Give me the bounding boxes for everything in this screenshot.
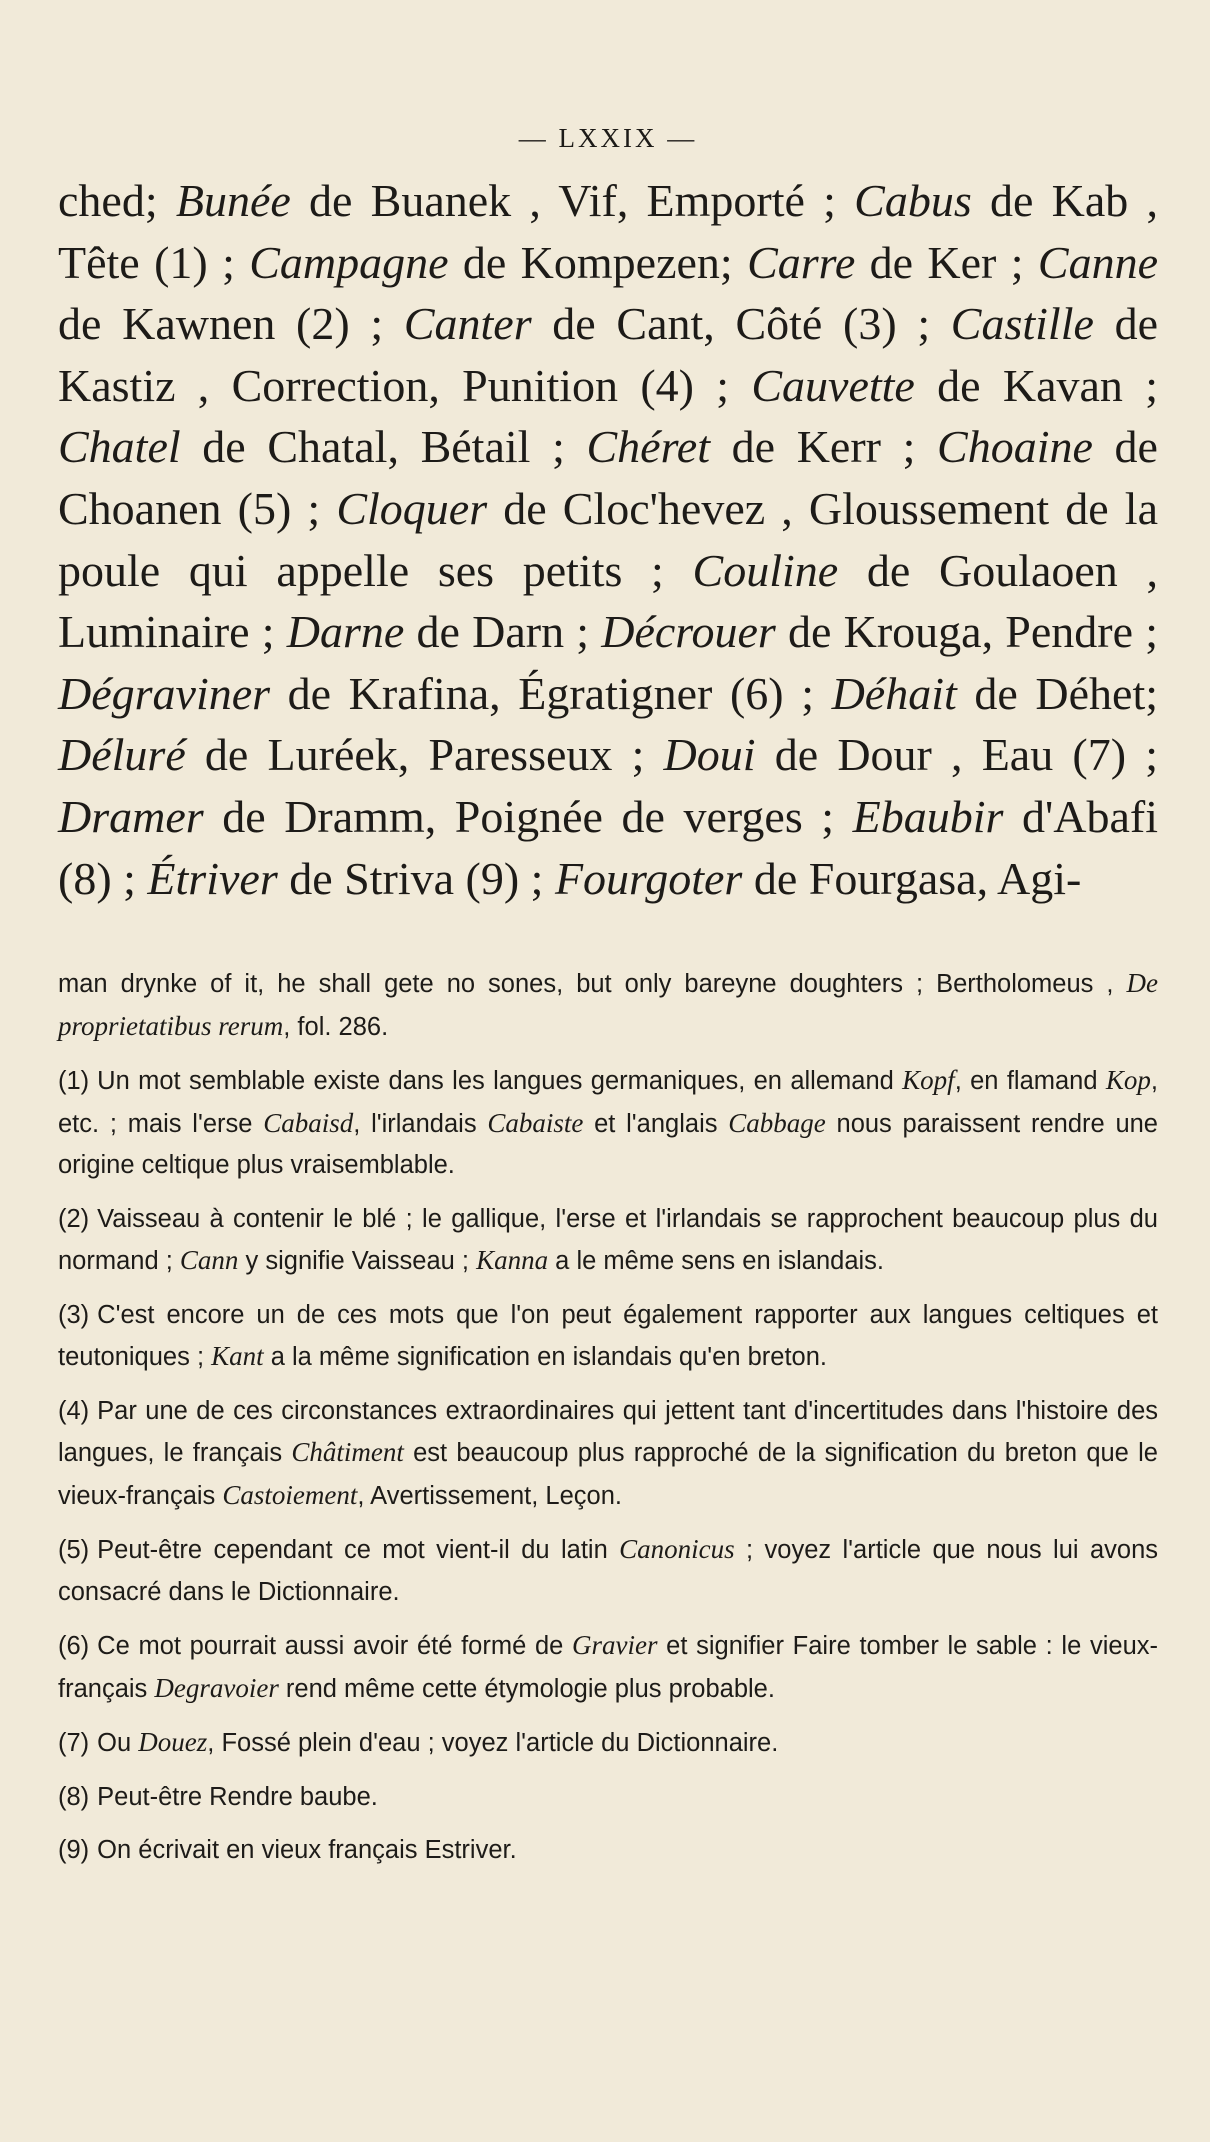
text-run: de Kab , Tête (1) ;: [58, 175, 1158, 288]
text-run: de Dour , Eau (7) ;: [755, 729, 1158, 781]
footnote-5: [58, 1529, 1158, 1613]
text-run: de Choanen (5) ;: [58, 421, 1158, 534]
footnote-2: [58, 1199, 1158, 1283]
italic-term: Déhait: [831, 667, 957, 719]
text-run: est beaucoup plus rapproché de la signification du breton que le vieux-français: [58, 1439, 1158, 1510]
italic-term: Degravoier: [154, 1672, 279, 1703]
italic-term: Kop: [1105, 1065, 1151, 1096]
text-run: de Cloc'hevez , Gloussement de la poule qui appelle ses petits ;: [58, 482, 1158, 596]
footnote-7: [58, 1722, 1158, 1765]
text-run: et l'anglais: [583, 1109, 729, 1138]
text-run: de Kavan ;: [914, 359, 1158, 411]
text-run: de Goulaoen , Luminaire ;: [58, 544, 1158, 658]
italic-term: Châtiment: [291, 1437, 404, 1468]
text-run: de Darn ;: [404, 606, 602, 658]
text-run: y signifie Vaisseau ;: [238, 1247, 477, 1276]
text-run: et signifier Faire tomber le sable : le vieux-français: [58, 1632, 1158, 1703]
italic-term: Étriver: [147, 852, 278, 904]
italic-term: Kanna: [476, 1245, 549, 1276]
italic-term: Canne: [1037, 236, 1158, 288]
italic-term: Déluré: [58, 729, 186, 781]
italic-term: Gravier: [572, 1630, 658, 1661]
text-run: de Dramm, Poignée de verges ;: [203, 790, 853, 842]
text-run: , en flamand: [954, 1067, 1106, 1096]
text-run: de Déhet;: [956, 667, 1159, 719]
footnote-text: [97, 1783, 378, 1811]
footnote-number: (1): [58, 1067, 90, 1096]
text-run: Vaisseau à contenir le blé ; le gallique, l'erse et l'irlandais se rapprochent beaucoup plus du normand ;: [58, 1204, 1158, 1276]
text-run: de Ker ;: [855, 236, 1038, 288]
footnote-number: (2): [58, 1204, 90, 1233]
footnote-text: [58, 970, 1158, 1041]
italic-term: Cabaisd: [263, 1107, 354, 1138]
text-run: de Luréek, Paresseux ;: [185, 729, 664, 781]
italic-term: Campagne: [249, 236, 449, 288]
main-text: [58, 170, 1158, 909]
text-run: de Kawnen (2) ;: [58, 298, 404, 350]
text-run: de Krafina, Égratigner (6) ;: [270, 667, 832, 719]
footnote-number: (9): [58, 1836, 90, 1865]
footnote-number: (8): [58, 1782, 90, 1811]
italic-term: Cann: [179, 1245, 239, 1276]
italic-term: Choaine: [937, 421, 1093, 473]
text-run: de Cant, Côté (3) ;: [531, 298, 951, 350]
italic-term: Couline: [692, 544, 839, 596]
footnote-number: (7): [58, 1729, 90, 1758]
footnote-text: [58, 1205, 1158, 1276]
text-run: , Avertissement, Leçon.: [357, 1481, 622, 1510]
text-run: de Kerr ;: [710, 421, 938, 473]
text-run: de Buanek , Vif, Emporté ;: [290, 175, 855, 226]
italic-term: Castoiement: [222, 1479, 358, 1510]
text-run: Peut-être cependant ce mot vient-il du latin: [97, 1536, 620, 1565]
text-run: a la même signification en islandais qu'en breton.: [263, 1343, 828, 1372]
text-run: Par une de ces circonstances extraordinaires qui jettent tant d'incertitudes dans l'histoire des langues, le français: [58, 1396, 1158, 1468]
italic-term: Kant: [211, 1341, 264, 1372]
italic-term: Cloquer: [336, 482, 488, 534]
italic-term: Cabus: [854, 175, 972, 226]
italic-term: Castille: [950, 298, 1094, 350]
footnote-text: [97, 1729, 778, 1757]
footnote-continuation: [58, 963, 1158, 1048]
text-run: man drynke of it, he shall gete no sones, but only bareyne doughters ; Bertholomeus ,: [58, 970, 1127, 999]
italic-term: Darne: [286, 606, 405, 658]
italic-term: Ebaubir: [852, 790, 1004, 842]
footnote-text: [58, 1301, 1158, 1372]
footnote-text: [97, 1836, 517, 1864]
text-run: Ou: [97, 1729, 139, 1758]
italic-term: Cauvette: [751, 359, 915, 411]
footnote-text: [58, 1397, 1158, 1510]
italic-term: Canter: [403, 298, 532, 350]
footnote-1: [58, 1060, 1158, 1187]
footnote-number: (6): [58, 1632, 90, 1661]
text-run: de Krouga, Pendre ;: [775, 606, 1158, 658]
text-run: rend même cette étymologie plus probable.: [278, 1674, 775, 1703]
text-run: , Fossé plein d'eau ; voyez l'article du Dictionnaire.: [207, 1729, 779, 1758]
italic-term: Kopf: [902, 1065, 955, 1096]
text-run: ched;: [58, 175, 176, 226]
footnote-4: [58, 1391, 1158, 1518]
text-run: d'Abafi (8) ;: [58, 790, 1158, 904]
italic-term: De proprietatibus rerum: [58, 968, 1158, 1041]
footnote-text: [58, 1632, 1158, 1703]
text-run: , l'irlandais: [353, 1109, 488, 1138]
footnote-text: [58, 1536, 1158, 1606]
running-head: — LXXIX —: [518, 123, 698, 153]
text-run: a le même sens en islandais.: [548, 1247, 885, 1276]
text-run: On écrivait en vieux français Estriver.: [97, 1836, 517, 1865]
text-run: , fol. 286.: [283, 1012, 389, 1041]
footnotes: [58, 963, 1158, 1872]
text-run: de Chatal, Bétail ;: [180, 421, 587, 473]
footnote-6: [58, 1625, 1158, 1710]
italic-term: Carre: [747, 236, 856, 288]
text-run: Ce mot pourrait aussi avoir été formé de: [97, 1632, 572, 1661]
italic-term: Doui: [663, 729, 756, 781]
footnote-8: [58, 1777, 1158, 1819]
footnote-number: (4): [58, 1396, 90, 1425]
text-run: Peut-être Rendre baube.: [97, 1782, 378, 1811]
italic-term: Dramer: [58, 790, 204, 842]
text-run: , etc. ; mais l'erse: [58, 1067, 1159, 1138]
italic-term: Chatel: [58, 421, 181, 473]
footnote-text: [58, 1067, 1158, 1179]
text-run: Un mot semblable existe dans les langues germaniques, en allemand: [97, 1067, 903, 1096]
footnote-number: (5): [58, 1536, 90, 1565]
text-run: nous paraissent rendre une origine celtique plus vraisemblable.: [58, 1109, 1158, 1180]
italic-term: Fourgoter: [554, 852, 743, 904]
footnote-9: [58, 1830, 1158, 1872]
footnote-3: [58, 1295, 1158, 1379]
italic-term: Bunée: [175, 175, 291, 226]
text-run: de Kompezen;: [448, 236, 748, 288]
text-run: ; voyez l'article que nous lui avons consacré dans le Dictionnaire.: [58, 1536, 1159, 1606]
italic-term: Chéret: [586, 421, 710, 473]
italic-term: Canonicus: [619, 1534, 735, 1565]
italic-term: Dégraviner: [58, 667, 271, 719]
italic-term: Décrouer: [601, 606, 776, 658]
italic-term: Douez: [138, 1727, 208, 1758]
text-run: de Fourgasa, Agi-: [742, 852, 1082, 904]
text-run: de Striva (9) ;: [277, 852, 555, 904]
italic-term: Cabbage: [728, 1107, 826, 1138]
text-run: C'est encore un de ces mots que l'on peut également rapporter aux langues celtiques et teutoniques ;: [58, 1300, 1158, 1372]
footnote-number: (3): [58, 1300, 90, 1329]
text-run: de Kastiz , Correction, Punition (4) ;: [58, 298, 1159, 411]
italic-term: Cabaiste: [487, 1107, 584, 1138]
